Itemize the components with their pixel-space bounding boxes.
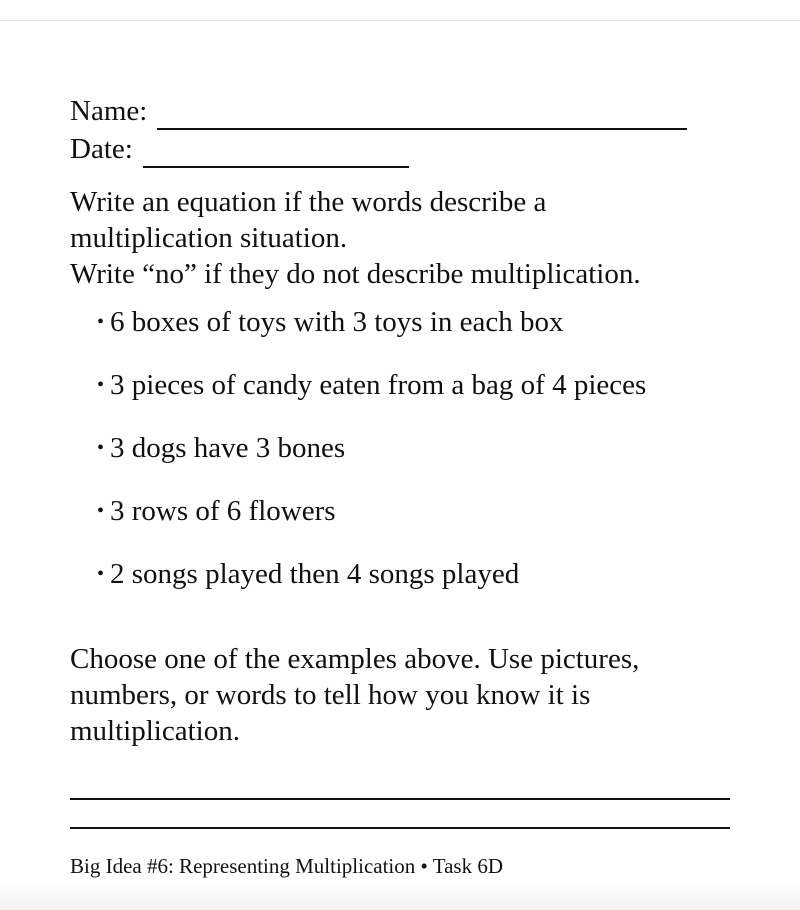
list-item-text: 3 rows of 6 flowers bbox=[110, 495, 336, 527]
answer-line-1[interactable] bbox=[70, 798, 730, 800]
name-blank[interactable] bbox=[157, 100, 687, 130]
date-blank[interactable] bbox=[143, 138, 409, 168]
list-item bbox=[97, 556, 740, 592]
instructions bbox=[70, 184, 740, 292]
worksheet bbox=[70, 92, 740, 747]
bullet-icon: • bbox=[97, 563, 105, 585]
explanation-prompt bbox=[70, 641, 740, 749]
list-item-text: 3 pieces of candy eaten from a bag of 4 pieces bbox=[110, 369, 647, 401]
prompt-line-1: Choose one of the examples above. Use pictures, bbox=[70, 643, 640, 675]
name-label: Name: bbox=[70, 95, 148, 127]
bottom-shadow bbox=[0, 882, 800, 910]
instructions-line-2: multiplication situation. bbox=[70, 222, 348, 254]
page-footer: Big Idea #6: Representing Multiplication • Task 6D bbox=[70, 854, 504, 878]
instructions-line-3: Write “no” if they do not describe multiplication. bbox=[70, 258, 641, 290]
list-item bbox=[97, 304, 740, 340]
top-divider bbox=[0, 20, 800, 21]
list-item bbox=[97, 430, 740, 466]
list-item bbox=[97, 367, 740, 403]
example-list bbox=[70, 304, 740, 592]
list-item-text: 2 songs played then 4 songs played bbox=[110, 558, 520, 590]
list-item bbox=[97, 493, 740, 529]
name-field bbox=[70, 92, 740, 130]
bullet-icon: • bbox=[97, 311, 105, 333]
prompt-line-2: numbers, or words to tell how you know it is bbox=[70, 679, 591, 711]
instructions-line-1: Write an equation if the words describe a bbox=[70, 186, 547, 218]
prompt-line-3: multiplication. bbox=[70, 715, 240, 747]
bullet-icon: • bbox=[97, 374, 105, 396]
date-field bbox=[70, 130, 740, 168]
list-item-text: 6 boxes of toys with 3 toys in each box bbox=[110, 306, 564, 338]
date-label: Date: bbox=[70, 133, 133, 165]
list-item-text: 3 dogs have 3 bones bbox=[110, 432, 346, 464]
answer-line-2[interactable] bbox=[70, 827, 730, 829]
bullet-icon: • bbox=[97, 437, 105, 459]
bullet-icon: • bbox=[97, 500, 105, 522]
